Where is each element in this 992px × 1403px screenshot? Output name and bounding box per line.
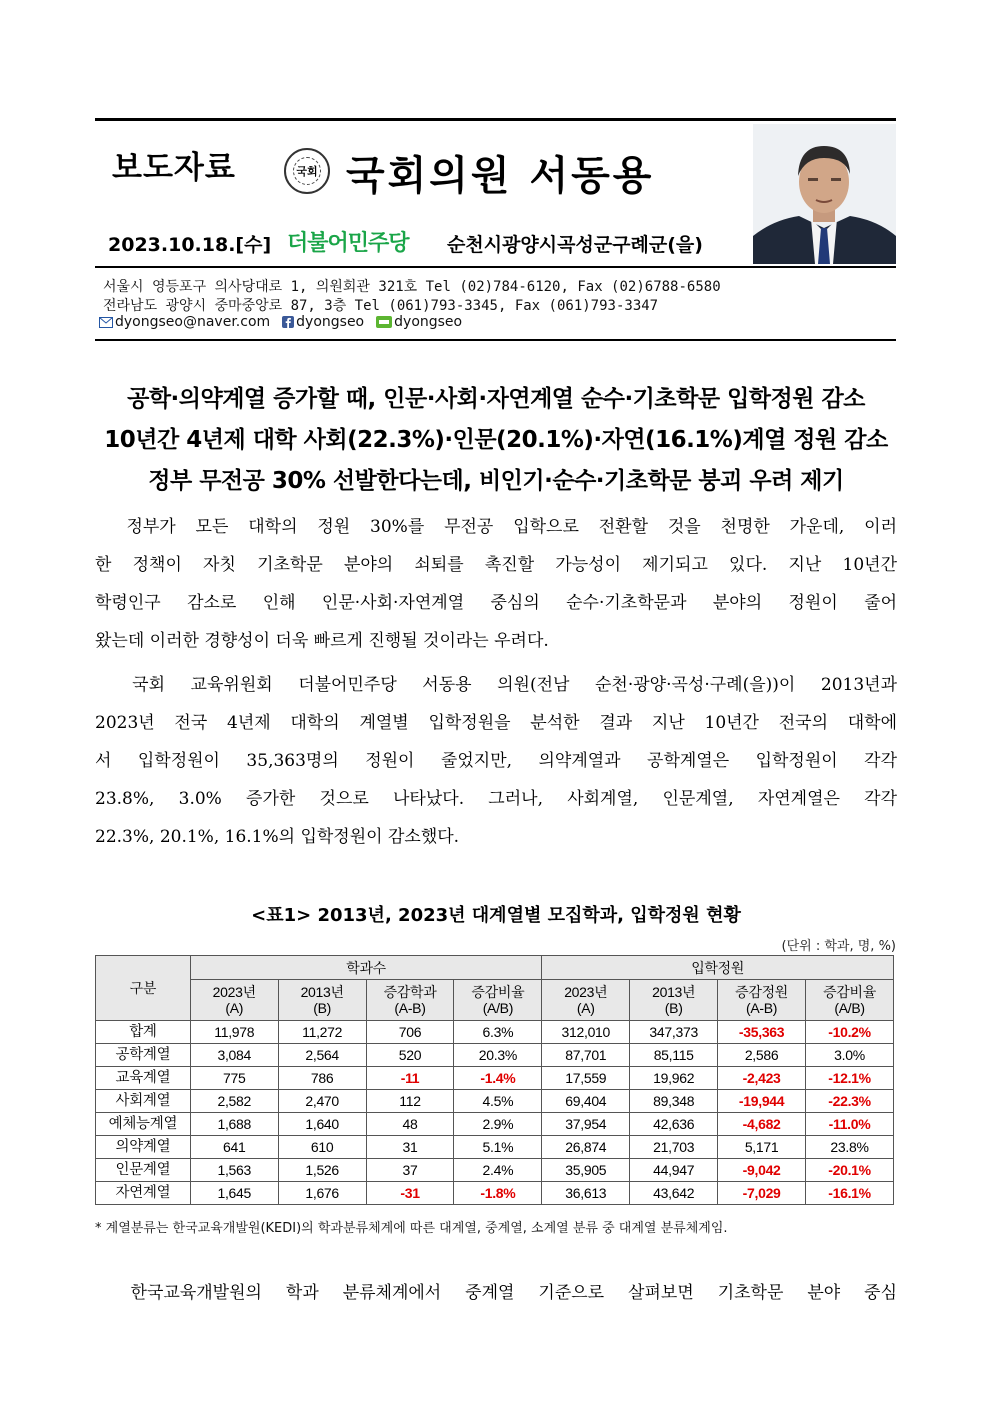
electoral-district: 순천시광양시곡성군구례군(을)	[447, 234, 703, 256]
table-row-category: 합계	[96, 1021, 191, 1044]
table-row	[96, 1113, 894, 1136]
table-cell: 112	[366, 1090, 454, 1113]
facebook-contact[interactable]	[282, 314, 364, 330]
table-cell: 19,962	[630, 1067, 718, 1090]
sub-header-label: 2023년	[564, 984, 608, 1000]
release-date: 2023.10.18.[수]	[108, 234, 272, 256]
table-cell: 3,084	[190, 1044, 278, 1067]
paragraph-line: 23.8%, 3.0% 증가한 것으로 나타났다. 그러나, 사회계열, 인문계열, 자연계열은 각각	[95, 789, 897, 809]
table-cell: -31	[366, 1182, 454, 1205]
table-sub-header-row	[96, 980, 894, 1021]
email-address: dyongseo@naver.com	[115, 314, 271, 330]
sub-header-formula: (A/B)	[834, 1000, 865, 1016]
sub-header-formula: (A)	[576, 1000, 595, 1016]
mail-icon	[99, 317, 113, 328]
table-row-category: 사회계열	[96, 1090, 191, 1113]
headline-1: 공학·의약계열 증가할 때, 인문·사회·자연계열 순수·기초학문 입학정원 감소	[127, 386, 865, 412]
table-cell: 520	[366, 1044, 454, 1067]
table-cell: 26,874	[542, 1136, 630, 1159]
blog-icon	[376, 316, 392, 328]
table-cell: -11.0%	[806, 1113, 894, 1136]
header-top-rule	[95, 118, 896, 121]
table-cell: 1,640	[278, 1113, 366, 1136]
sub-header-label: 2013년	[652, 984, 696, 1000]
table-row-category: 자연계열	[96, 1182, 191, 1205]
sub-header-formula: (A-B)	[746, 1000, 778, 1016]
sub-header-label: 증감비율	[823, 984, 876, 1000]
body-paragraph-1	[95, 508, 897, 660]
table-sub-header	[806, 980, 894, 1021]
facebook-handle: dyongseo	[296, 314, 365, 330]
table-row	[96, 1021, 894, 1044]
table-cell: 610	[278, 1136, 366, 1159]
table-sub-header	[190, 980, 278, 1021]
department-count-group-header: 학과수	[190, 956, 542, 980]
table-cell: 42,636	[630, 1113, 718, 1136]
national-assembly-seal-icon	[284, 148, 330, 194]
table-row	[96, 1090, 894, 1113]
body-paragraph-2	[95, 666, 897, 856]
table-cell: 1,688	[190, 1113, 278, 1136]
table-cell: 20.3%	[454, 1044, 542, 1067]
table-cell: 1,676	[278, 1182, 366, 1205]
table-sub-header	[278, 980, 366, 1021]
table-row	[96, 1136, 894, 1159]
table-cell: 43,642	[630, 1182, 718, 1205]
paragraph-line: 22.3%, 20.1%, 16.1%의 입학정원이 감소했다.	[95, 827, 460, 847]
table-cell: 21,703	[630, 1136, 718, 1159]
table-cell: -11	[366, 1067, 454, 1090]
table-cell: 37	[366, 1159, 454, 1182]
press-release-label: 보도자료	[112, 150, 236, 186]
table-cell: 2.9%	[454, 1113, 542, 1136]
party-logo: 더불어민주당	[287, 231, 409, 256]
social-links	[99, 314, 474, 330]
contact-gwangyang: 전라남도 광양시 중마중앙로 87, 3층 Tel (061)793-3345, Fax (061)793-3347	[103, 298, 659, 314]
table-unit: (단위 : 학과, 명, %)	[781, 939, 896, 954]
portrait-image	[753, 124, 896, 264]
sub-header-label: 증감학과	[383, 984, 437, 1000]
sub-header-formula: (B)	[313, 1000, 332, 1016]
table-caption: <표1> 2013년, 2023년 대계열별 모집학과, 입학정원 현황	[251, 905, 741, 926]
table-cell: 69,404	[542, 1090, 630, 1113]
table-cell: 89,348	[630, 1090, 718, 1113]
table-row-category: 인문계열	[96, 1159, 191, 1182]
sub-header-formula: (B)	[664, 1000, 683, 1016]
table-sub-header	[630, 980, 718, 1021]
table-cell: 44,947	[630, 1159, 718, 1182]
table-cell: 48	[366, 1113, 454, 1136]
table-sub-header	[542, 980, 630, 1021]
enrollment-table	[95, 955, 894, 1205]
table-cell: -9,042	[718, 1159, 806, 1182]
table-sub-header	[366, 980, 454, 1021]
paragraph-line: 2023년 전국 4년제 대학의 계열별 입학정원을 분석한 결과 지난 10년간 전국의 대학에	[95, 713, 897, 733]
sub-header-formula: (A/B)	[482, 1000, 514, 1016]
table-cell: 2,470	[278, 1090, 366, 1113]
table-cell: 37,954	[542, 1113, 630, 1136]
table-cell: -1.4%	[454, 1067, 542, 1090]
body-paragraph-3	[95, 1274, 897, 1312]
table-cell: 11,978	[190, 1021, 278, 1044]
table-row	[96, 1067, 894, 1090]
table-cell: 312,010	[542, 1021, 630, 1044]
table-row	[96, 1044, 894, 1067]
table-row	[96, 1182, 894, 1205]
table-cell: 1,645	[190, 1182, 278, 1205]
table-cell: 23.8%	[806, 1136, 894, 1159]
blog-contact[interactable]	[376, 314, 462, 330]
paragraph-line: 왔는데 이러한 경향성이 더욱 빠르게 진행될 것이라는 우려다.	[95, 631, 549, 651]
headline-2: 10년간 4년제 대학 사회(22.3%)·인문(20.1%)·자연(16.1%)계열 정원 감소	[104, 427, 888, 453]
table-cell: 5.1%	[454, 1136, 542, 1159]
table-cell: 87,701	[542, 1044, 630, 1067]
table-cell: -16.1%	[806, 1182, 894, 1205]
table-cell: -4,682	[718, 1113, 806, 1136]
table-cell: 85,115	[630, 1044, 718, 1067]
table-cell: -2,423	[718, 1067, 806, 1090]
table-cell: 36,613	[542, 1182, 630, 1205]
sub-header-label: 2023년	[212, 984, 256, 1000]
blog-handle: dyongseo	[394, 314, 463, 330]
enrollment-group-header: 입학정원	[542, 956, 894, 980]
table-cell: -19,944	[718, 1090, 806, 1113]
table-row	[96, 1159, 894, 1182]
table-cell: 5,171	[718, 1136, 806, 1159]
table-row-category: 공학계열	[96, 1044, 191, 1067]
table-row-category: 의약계열	[96, 1136, 191, 1159]
table-cell: 3.0%	[806, 1044, 894, 1067]
table-cell: 786	[278, 1067, 366, 1090]
table-cell: 4.5%	[454, 1090, 542, 1113]
table-cell: -12.1%	[806, 1067, 894, 1090]
member-portrait-photo	[753, 124, 896, 264]
paragraph-line: 한국교육개발원의 학과 분류체계에서 중계열 기준으로 살펴보면 기초학문 분야 중심	[95, 1283, 897, 1303]
table-cell: 35,905	[542, 1159, 630, 1182]
table-cell: 2,586	[718, 1044, 806, 1067]
table-cell: 17,559	[542, 1067, 630, 1090]
table-cell: -7,029	[718, 1182, 806, 1205]
table-corner-header: 구분	[96, 956, 191, 1021]
header-middle-rule	[95, 266, 896, 268]
table-cell: 2.4%	[454, 1159, 542, 1182]
email-contact[interactable]	[99, 314, 270, 330]
table-cell: -1.8%	[454, 1182, 542, 1205]
table-sub-header	[718, 980, 806, 1021]
table-row-category: 교육계열	[96, 1067, 191, 1090]
table-cell: 11,272	[278, 1021, 366, 1044]
sub-header-label: 2013년	[300, 984, 344, 1000]
table-cell: 31	[366, 1136, 454, 1159]
table-row-category: 예체능계열	[96, 1113, 191, 1136]
headline-3: 정부 무전공 30% 선발한다는데, 비인기·순수·기초학문 붕괴 우려 제기	[148, 468, 844, 494]
sub-header-formula: (A-B)	[394, 1000, 426, 1016]
paragraph-line: 학령인구 감소로 인해 인문·사회·자연계열 중심의 순수·기초학문과 분야의 정원이 줄어	[95, 593, 897, 613]
sub-header-label: 증감정원	[735, 984, 789, 1000]
table-cell: 706	[366, 1021, 454, 1044]
table-cell: -20.1%	[806, 1159, 894, 1182]
table-cell: 641	[190, 1136, 278, 1159]
table-cell: 6.3%	[454, 1021, 542, 1044]
paragraph-line: 한 정책이 자칫 기초학문 분야의 쇠퇴를 촉진할 가능성이 제기되고 있다. 지난 10년간	[95, 555, 897, 575]
table-cell: 1,526	[278, 1159, 366, 1182]
table-footnote: * 계열분류는 한국교육개발원(KEDI)의 학과분류체계에 따른 대계열, 중계열, 소계열 분류 중 대계열 분류체계임.	[95, 1221, 728, 1236]
table-cell: -35,363	[718, 1021, 806, 1044]
table-sub-header	[454, 980, 542, 1021]
table-cell: -10.2%	[806, 1021, 894, 1044]
table-cell: 1,563	[190, 1159, 278, 1182]
seal-text: 국회	[293, 157, 321, 185]
table-cell: 2,582	[190, 1090, 278, 1113]
sub-header-formula: (A)	[225, 1000, 244, 1016]
paragraph-line: 국회 교육위원회 더불어민주당 서동용 의원(전남 순천·광양·곡성·구례(을))이 2013년과	[95, 675, 897, 695]
member-title: 국회의원 서동용	[346, 153, 655, 199]
table-cell: 2,564	[278, 1044, 366, 1067]
table-body	[96, 1021, 894, 1205]
table-cell: -22.3%	[806, 1090, 894, 1113]
paragraph-line: 정부가 모든 대학의 정원 30%를 무전공 입학으로 전환할 것을 천명한 가운데, 이러	[95, 517, 897, 537]
paragraph-line: 서 입학정원이 35,363명의 정원이 줄었지만, 의약계열과 공학계열은 입학정원이 각각	[95, 751, 897, 771]
table-cell: 775	[190, 1067, 278, 1090]
table-cell: 347,373	[630, 1021, 718, 1044]
header-bottom-rule	[95, 339, 896, 341]
contact-seoul: 서울시 영등포구 의사당대로 1, 의원회관 321호 Tel (02)784-6120, Fax (02)6788-6580	[103, 279, 721, 295]
sub-header-label: 증감비율	[471, 984, 525, 1000]
facebook-icon	[282, 316, 294, 328]
